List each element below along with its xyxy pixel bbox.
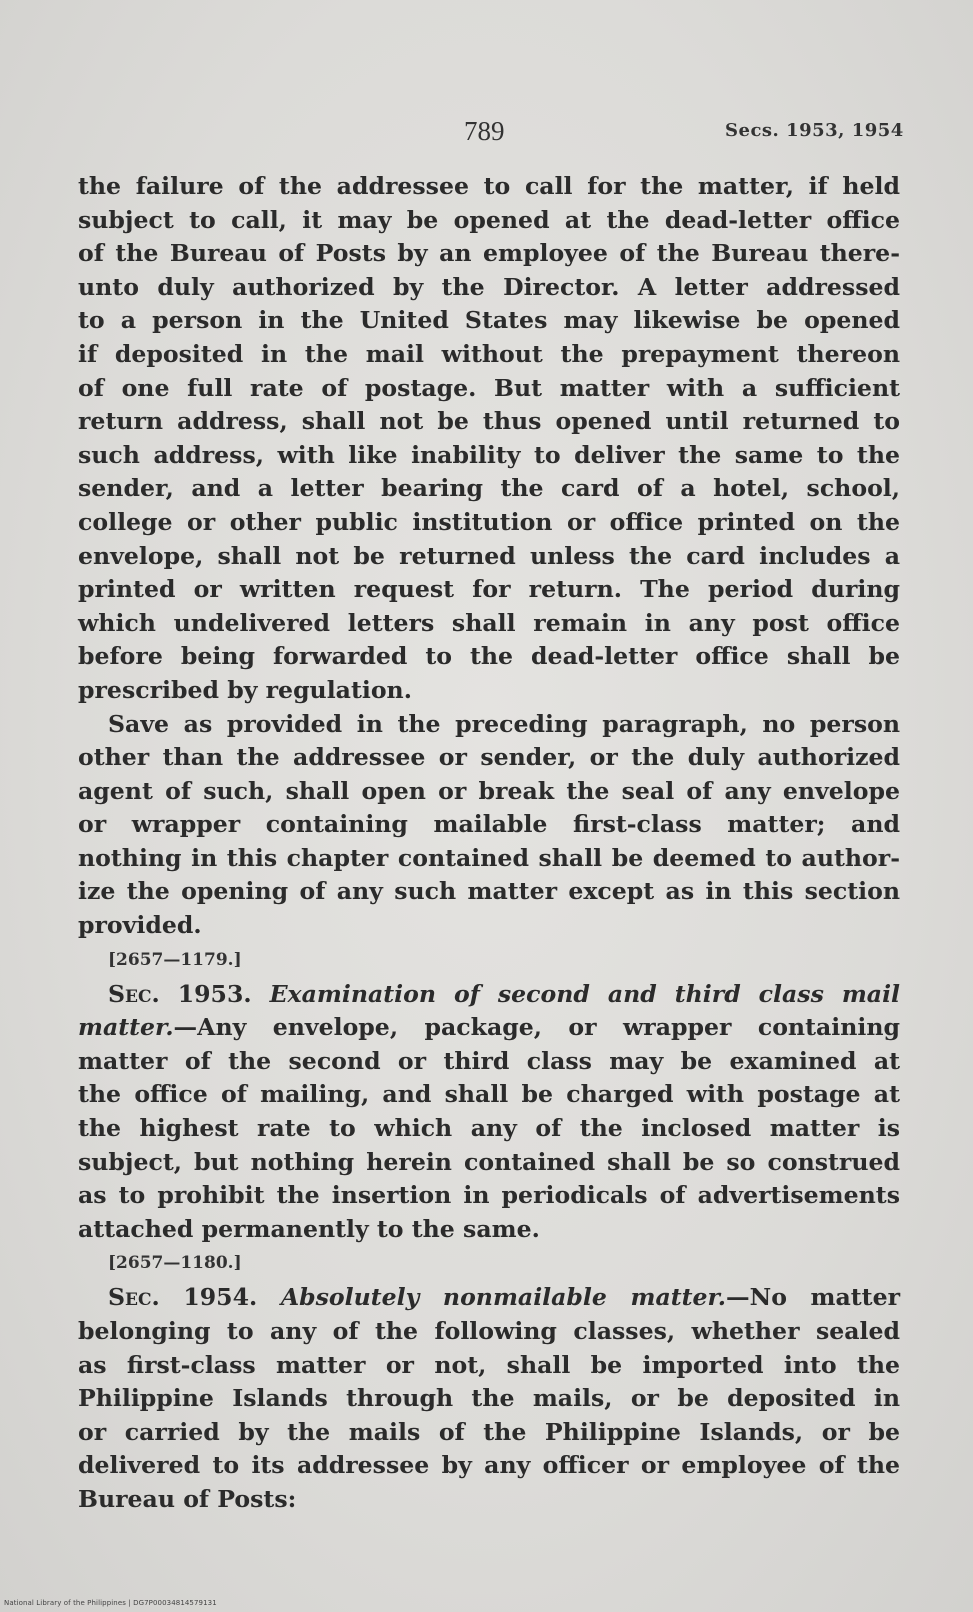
text-line: prescribed by regulation. — [78, 675, 412, 704]
text-line: Philippine Islands through the mails, or be deposited in — [78, 1384, 900, 1413]
section-1953-line — [78, 1011, 900, 1045]
section-1953-text: —Any envelope, package, or wrapper containing — [173, 1013, 900, 1042]
section-1954 — [78, 1281, 900, 1516]
text-line: delivered to its addressee by any officer or employee of the — [78, 1451, 900, 1480]
section-1953-title: Examination of second and third class mail — [269, 979, 900, 1008]
text-line: as first-class matter or not, shall be imported into the — [78, 1350, 900, 1379]
section-1954-body — [78, 1315, 900, 1517]
text-line: matter of the second or third class may be examined at — [78, 1046, 900, 1075]
text-line: other than the addressee or sender, or the duly authorized — [78, 743, 900, 772]
text-line: attached permanently to the same. — [78, 1214, 540, 1243]
section-1953-body — [78, 1045, 900, 1247]
text-line: if deposited in the mail without the prepayment thereon — [78, 339, 900, 368]
text-line: of one full rate of postage. But matter with a sufficient — [78, 373, 900, 402]
text-line: return address, shall not be thus opened until returned to — [78, 407, 900, 436]
text-line: Bureau of Posts: — [78, 1484, 297, 1513]
paragraph-save-as-provided — [78, 708, 900, 943]
text-line: the office of mailing, and shall be charged with postage at — [78, 1080, 900, 1109]
text-line: printed or written request for return. The period during — [78, 575, 900, 604]
section-1953-title-cont: matter. — [78, 1013, 174, 1042]
section-1954-title: Absolutely nonmailable matter. — [280, 1283, 727, 1312]
text-line: the highest rate to which any of the inclosed matter is — [78, 1114, 900, 1143]
text-line: college or other public institution or office printed on the — [78, 507, 900, 536]
section-1954-text: —No matter — [726, 1283, 901, 1312]
paragraph-continuation — [78, 170, 900, 708]
text-line: subject to call, it may be opened at the dead-letter office — [78, 205, 900, 234]
page-number: 789 — [464, 116, 505, 146]
library-footer-note: National Library of the Philippines | DG7P00034814579131 — [4, 1599, 217, 1607]
text-line: belonging to any of the following classes, whether sealed — [78, 1317, 900, 1345]
text-line: envelope, shall not be returned unless the card includes a — [78, 541, 900, 570]
text-line: unto duly authorized by the Director. A letter addressed — [78, 272, 900, 301]
text-line: or carried by the mails of the Philippine Islands, or be — [78, 1417, 900, 1446]
section-1954-label: Sec. 1954. — [108, 1283, 258, 1312]
text-line: to a person in the United States may likewise be opened — [78, 306, 900, 335]
text-line: such address, with like inability to deliver the same to the — [78, 440, 900, 469]
text-line: ize the opening of any such matter except as in this section — [78, 877, 900, 906]
section-1953-heading-line — [78, 978, 900, 1012]
text-line: Save as provided in the preceding paragraph, no person — [108, 709, 900, 738]
text-line: provided. — [78, 911, 202, 940]
text-line: or wrapper containing mailable first-class matter; and — [78, 810, 900, 839]
section-1953-label: Sec. 1953. — [108, 979, 252, 1008]
section-1954-heading-line — [78, 1281, 900, 1315]
text-line: as to prohibit the insertion in periodicals of advertisements — [78, 1181, 900, 1210]
text-line: subject, but nothing herein contained shall be so construed — [78, 1147, 900, 1176]
text-line: before being forwarded to the dead-letter office shall be — [78, 642, 900, 671]
text-line: agent of such, shall open or break the seal of any envelope — [78, 776, 900, 805]
citation-1179: [2657—1179.] — [108, 949, 242, 970]
running-head: Secs. 1953, 1954 — [725, 120, 904, 141]
section-1953 — [78, 978, 900, 1247]
text-line: nothing in this chapter contained shall be deemed to author- — [78, 843, 900, 872]
body-text — [78, 170, 900, 1517]
citation-1180: [2657—1180.] — [108, 1253, 242, 1274]
text-line: which undelivered letters shall remain in any post office — [78, 608, 900, 637]
text-line: of the Bureau of Posts by an employee of the Bureau there- — [78, 239, 900, 268]
text-line: the failure of the addressee to call for the matter, if held — [78, 172, 900, 200]
text-line: sender, and a letter bearing the card of a hotel, school, — [78, 474, 900, 503]
